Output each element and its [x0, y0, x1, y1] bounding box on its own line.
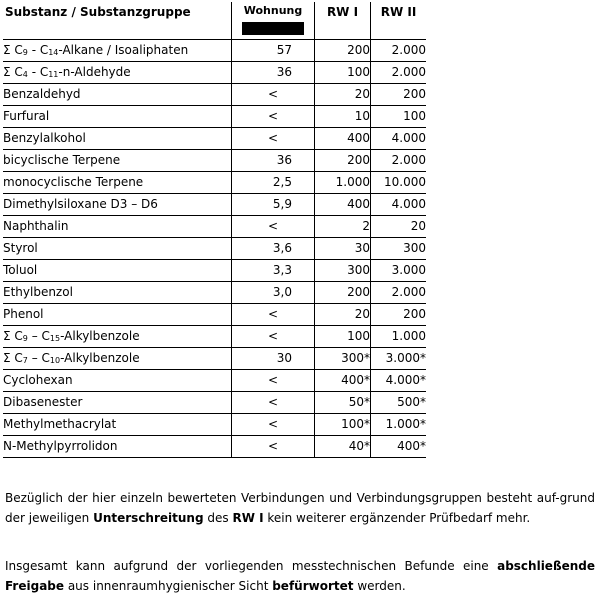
paragraph-text: des	[203, 511, 233, 525]
cell-rw2: 300	[371, 238, 427, 260]
cell-rw1: 400	[315, 128, 371, 150]
cell-rw2: 4.000	[371, 194, 427, 216]
cell-rw1: 100	[315, 326, 371, 348]
subscript: 9	[22, 48, 28, 57]
substance-text: - C	[27, 65, 49, 79]
table-row	[3, 326, 426, 348]
cell-substance	[3, 62, 232, 84]
paragraph-text: Bezüglich der hier einzeln bewerteten Verbindungen und Verbindungsgruppen besteht auf-grund der jeweiligen	[5, 491, 595, 525]
subscript: 4	[22, 70, 28, 79]
cell-wohnung: 5,9	[232, 194, 315, 216]
cell-rw1: 200	[315, 282, 371, 304]
cell-rw2: 4.000*	[371, 370, 427, 392]
table-row	[3, 62, 426, 84]
cell-wohnung: <	[232, 106, 315, 128]
cell-substance	[3, 326, 232, 348]
cell-wohnung: <	[232, 436, 315, 458]
cell-rw1: 1.000	[315, 172, 371, 194]
substance-text: Cyclohexan	[3, 373, 73, 387]
substance-text: Naphthalin	[3, 219, 69, 233]
substance-text: -n-Aldehyde	[58, 65, 131, 79]
cell-rw1: 2	[315, 216, 371, 238]
cell-wohnung: <	[232, 392, 315, 414]
paragraph-bold: RW I	[232, 511, 264, 525]
cell-substance	[3, 392, 232, 414]
cell-wohnung: 3,0	[232, 282, 315, 304]
subscript: 10	[49, 356, 61, 365]
cell-rw1: 200	[315, 40, 371, 62]
substance-text: Σ C	[3, 65, 23, 79]
cell-rw1: 30	[315, 238, 371, 260]
table-body	[3, 40, 426, 458]
cell-substance	[3, 150, 232, 172]
cell-wohnung: <	[232, 216, 315, 238]
substance-table	[3, 2, 426, 458]
cell-rw1: 10	[315, 106, 371, 128]
paragraph-text: werden.	[353, 579, 406, 593]
cell-wohnung: 36	[232, 62, 315, 84]
cell-rw1: 40*	[315, 436, 371, 458]
table-row	[3, 84, 426, 106]
substance-text: Toluol	[3, 263, 38, 277]
substance-text: Ethylbenzol	[3, 285, 73, 299]
cell-rw2: 3.000*	[371, 348, 427, 370]
cell-substance	[3, 40, 232, 62]
table-row	[3, 436, 426, 458]
cell-wohnung: 3,6	[232, 238, 315, 260]
cell-rw2: 4.000	[371, 128, 427, 150]
cell-rw1: 400*	[315, 370, 371, 392]
cell-rw2: 20	[371, 216, 427, 238]
cell-rw2: 2.000	[371, 62, 427, 84]
cell-rw2: 2.000	[371, 40, 427, 62]
paragraph-assessment	[5, 488, 595, 528]
cell-rw1: 300*	[315, 348, 371, 370]
cell-wohnung: <	[232, 414, 315, 436]
substance-text: monocyclische Terpene	[3, 175, 144, 189]
cell-rw1: 200	[315, 150, 371, 172]
table-row	[3, 172, 426, 194]
table-row	[3, 128, 426, 150]
paragraph-text: kein weiterer ergänzender Prüfbedarf mehr.	[263, 511, 531, 525]
cell-wohnung: <	[232, 304, 315, 326]
cell-wohnung: <	[232, 84, 315, 106]
cell-substance	[3, 436, 232, 458]
cell-rw2: 200	[371, 304, 427, 326]
paragraph-text: Insgesamt kann aufgrund der vorliegenden messtechnischen Befunde eine	[5, 559, 498, 573]
cell-wohnung: <	[232, 326, 315, 348]
cell-rw2: 200	[371, 84, 427, 106]
table-row	[3, 414, 426, 436]
cell-substance	[3, 348, 232, 370]
substance-text: bicyclische Terpene	[3, 153, 121, 167]
subscript: 14	[48, 48, 59, 57]
table-row	[3, 216, 426, 238]
cell-rw2: 1.000	[371, 326, 427, 348]
cell-rw1: 300	[315, 260, 371, 282]
substance-text: Benzylalkohol	[3, 131, 86, 145]
cell-substance	[3, 304, 232, 326]
cell-wohnung: 36	[232, 150, 315, 172]
subscript: 11	[48, 70, 59, 79]
substance-text: N-Methylpyrrolidon	[3, 439, 118, 453]
substance-text: Furfural	[3, 109, 50, 123]
table-row	[3, 304, 426, 326]
substance-text: Styrol	[3, 241, 38, 255]
paragraph-bold: befürwortet	[272, 579, 354, 593]
cell-substance	[3, 260, 232, 282]
subscript: 7	[22, 356, 28, 365]
cell-rw1: 20	[315, 304, 371, 326]
header-substance: Substanz / Substanzgruppe	[3, 2, 232, 40]
table-row	[3, 194, 426, 216]
table-row	[3, 282, 426, 304]
cell-rw1: 400	[315, 194, 371, 216]
cell-wohnung: <	[232, 370, 315, 392]
paragraph-bold: abschließende Freigabe	[5, 559, 595, 593]
cell-substance	[3, 106, 232, 128]
cell-rw1: 100*	[315, 414, 371, 436]
substance-text: - C	[27, 43, 49, 57]
table-row	[3, 348, 426, 370]
header-rw2: RW II	[371, 2, 427, 40]
header-rw1: RW I	[315, 2, 371, 40]
table-row	[3, 238, 426, 260]
table-header-row	[3, 2, 426, 40]
cell-substance	[3, 194, 232, 216]
cell-substance	[3, 414, 232, 436]
cell-rw2: 10.000	[371, 172, 427, 194]
substance-text: – C	[27, 329, 50, 343]
table-row	[3, 106, 426, 128]
subscript: 9	[22, 334, 28, 343]
redaction-bar	[242, 22, 304, 35]
cell-rw1: 100	[315, 62, 371, 84]
cell-rw2: 500*	[371, 392, 427, 414]
cell-substance	[3, 84, 232, 106]
cell-rw2: 1.000*	[371, 414, 427, 436]
cell-rw2: 400*	[371, 436, 427, 458]
paragraph-bold: Unterschreitung	[93, 511, 204, 525]
header-wohnung	[232, 2, 315, 40]
cell-wohnung: 30	[232, 348, 315, 370]
header-wohnung-label: Wohnung	[243, 4, 303, 17]
table-row	[3, 370, 426, 392]
cell-substance	[3, 282, 232, 304]
table-row	[3, 260, 426, 282]
cell-wohnung: <	[232, 128, 315, 150]
substance-text: -Alkylbenzole	[60, 329, 140, 343]
substance-text: Benzaldehyd	[3, 87, 81, 101]
table-row	[3, 40, 426, 62]
substance-text: Dimethylsiloxane D3 – D6	[3, 197, 158, 211]
subscript: 15	[49, 334, 61, 343]
substance-text: Phenol	[3, 307, 44, 321]
cell-substance	[3, 128, 232, 150]
substance-text: -Alkane / Isoaliphaten	[58, 43, 189, 57]
cell-substance	[3, 216, 232, 238]
cell-wohnung: 3,3	[232, 260, 315, 282]
cell-substance	[3, 238, 232, 260]
substance-text: Dibasenester	[3, 395, 83, 409]
substance-text: – C	[27, 351, 50, 365]
cell-rw2: 2.000	[371, 282, 427, 304]
cell-rw2: 2.000	[371, 150, 427, 172]
paragraph-conclusion	[5, 556, 595, 596]
substance-text: Σ C	[3, 351, 23, 365]
cell-rw2: 3.000	[371, 260, 427, 282]
substance-text: -Alkylbenzole	[60, 351, 140, 365]
cell-rw1: 20	[315, 84, 371, 106]
cell-wohnung: 2,5	[232, 172, 315, 194]
substance-text: Σ C	[3, 43, 23, 57]
table-row	[3, 392, 426, 414]
cell-rw2: 100	[371, 106, 427, 128]
cell-substance	[3, 172, 232, 194]
substance-text: Methylmethacrylat	[3, 417, 117, 431]
table-row	[3, 150, 426, 172]
cell-wohnung: 57	[232, 40, 315, 62]
cell-substance	[3, 370, 232, 392]
paragraph-text: aus innenraumhygienischer Sicht	[64, 579, 273, 593]
substance-text: Σ C	[3, 329, 23, 343]
cell-rw1: 50*	[315, 392, 371, 414]
